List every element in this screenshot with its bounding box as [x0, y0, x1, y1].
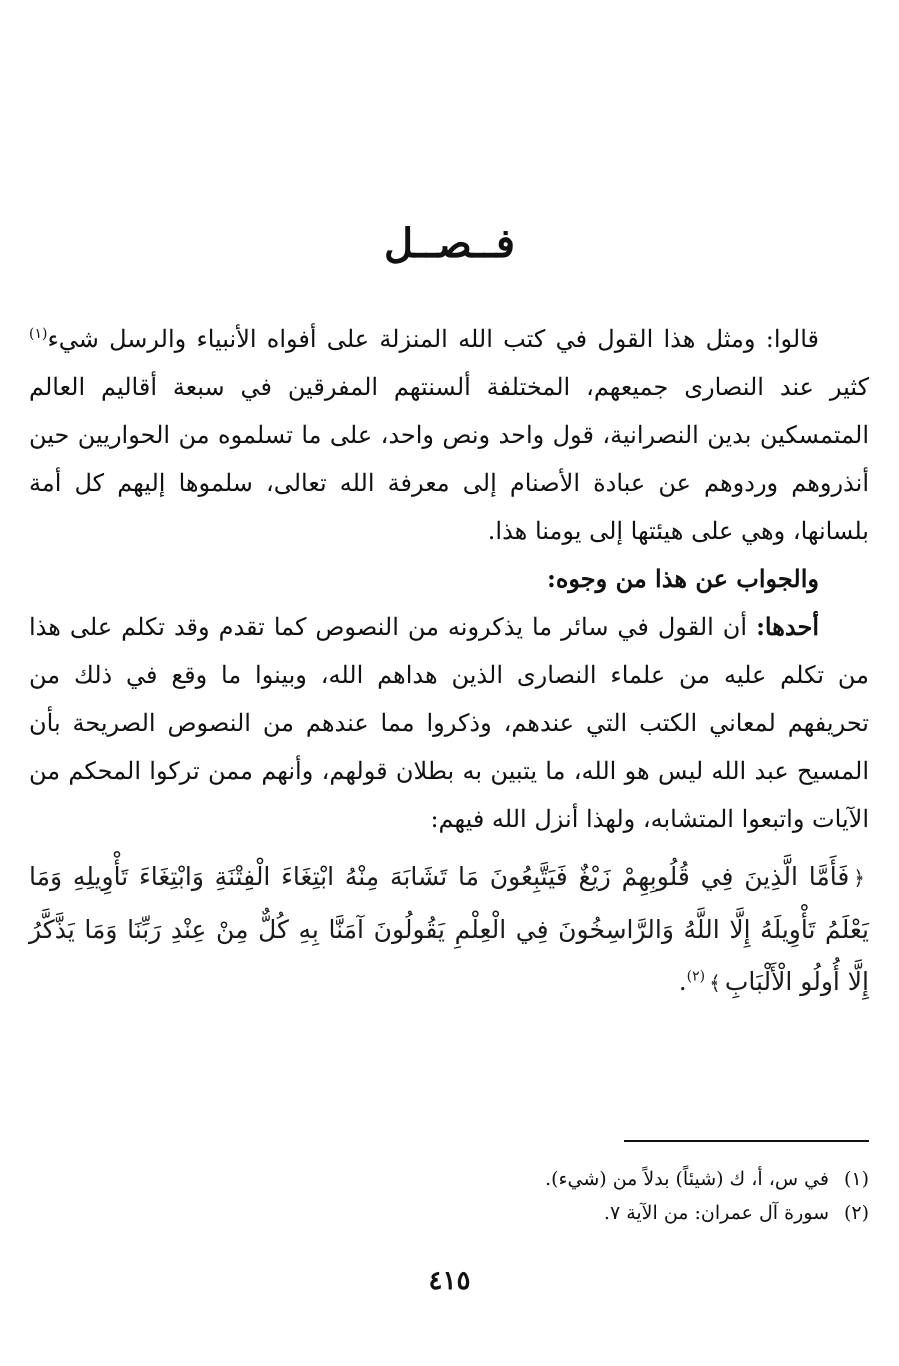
first-aspect-lead: أحدها: — [756, 612, 819, 641]
footnote-text: في س، أ، ك (شيئاً) بدلاً من (شيء). — [545, 1168, 829, 1190]
first-aspect-text: أن القول في سائر ما يذكرونه من النصوص كما تقدم وقد تكلم على هذا من تكلم عليه من علماء النصارى الذين هداهم الله، وبينوا ما وقع في ذلك من تحريفهم لمعاني الكتب التي عندهم، وذكروا مما عندهم من النصوص الصريحة بأن المسيح عبد الله ليس هو الله، ما يتبين به بطلان قولهم، وأنهم ممن تركوا المحكم من الآيات واتبعوا المتشابه، ولهذا أنزل الله فيهم: — [29, 613, 869, 833]
page-number: ٤١٥ — [428, 1266, 471, 1296]
footnote-reference-2: (٢) — [686, 968, 706, 985]
footnote-text: سورة آل عمران: من الآية ٧. — [603, 1202, 829, 1224]
footnote-number: (١) — [843, 1168, 869, 1190]
ornate-bracket-close: ﴾ — [709, 971, 721, 995]
footnote-reference-1: (١) — [29, 326, 48, 342]
quran-verse-text: فَأَمَّا الَّذِينَ فِي قُلُوبِهِمْ زَيْغٌ فَيَتَّبِعُونَ مَا تَشَابَهَ مِنْهُ ابْتِغَاءَ الْفِتْنَةِ وَابْتِغَاءَ تَأْوِيلِهِ وَمَا يَعْلَمُ تَأْوِيلَهُ إِلَّا اللَّهُ وَالرَّاسِخُونَ فِي الْعِلْمِ يَقُولُونَ آمَنَّا بِهِ كُلٌّ مِنْ عِنْدِ رَبِّنَا وَمَا يَذَّكَّرُ إِلَّا أُولُو الْأَلْبَابِ — [29, 862, 869, 996]
quran-verse — [29, 851, 869, 1009]
body-text — [29, 315, 869, 1009]
ornate-bracket-open: ﴿ — [853, 866, 865, 890]
paragraph-claim — [29, 315, 869, 555]
footnotes — [29, 1162, 869, 1230]
footnote-divider — [624, 1140, 869, 1142]
paragraph-claim-text-a: قالوا: ومثل هذا القول في كتب الله المنزلة على أفواه الأنبياء والرسل شيء — [47, 325, 819, 353]
chapter-title: فــصــل — [384, 220, 515, 267]
quran-verse-end: . — [678, 967, 687, 996]
paragraph-first-aspect — [29, 603, 869, 843]
footnote-2 — [29, 1196, 869, 1230]
footnote-number: (٢) — [843, 1202, 869, 1224]
answer-intro: والجواب عن هذا من وجوه: — [546, 564, 819, 593]
paragraph-claim-text-b: كثير عند النصارى جميعهم، المختلفة ألسنتهم المفرقين في سبعة أقاليم العالم المتمسكين بدين النصرانية، قول واحد ونص واحد، على ما تسلموه من الحواريين حين أنذروهم وردوهم عن عبادة الأصنام إلى معرفة الله تعالى، سلموها إليهم كل أمة بلسانها، وهي على هيئتها إلى يومنا هذا. — [29, 373, 869, 545]
footnote-1 — [29, 1162, 869, 1196]
